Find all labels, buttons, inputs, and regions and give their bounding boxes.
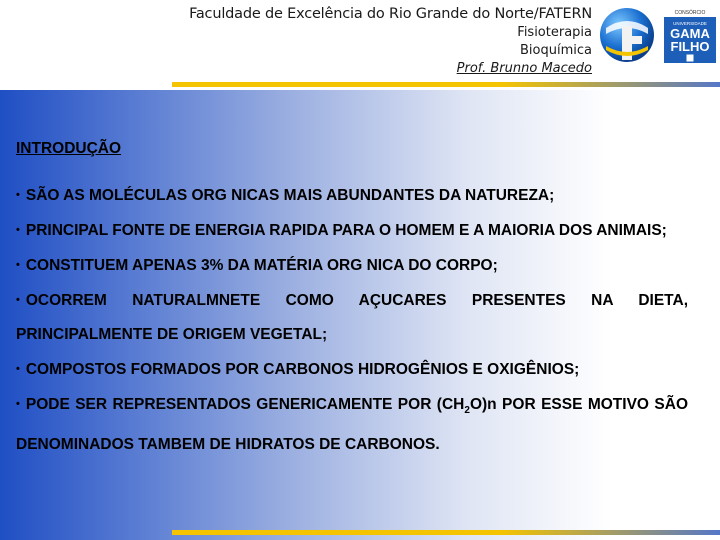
formula-text-before: PODE SER REPRESENTADOS GENERICAMENTE POR (CH [25,396,465,413]
bullet-item [16,283,688,352]
section-title: INTRODUÇÃO [16,140,122,157]
bullet-text: CONSTITUEM APENAS 3% DA MATÉRIA ORG NICA DO CORPO; [25,257,498,274]
gama-filho-logo [662,8,718,64]
bullet-text: OCORREM NATURALMNETE COMO AÇUCARES PRESENTES NA DIETA, PRINCIPALMENTE DE ORIGEM VEGETAL; [16,292,688,343]
institution-name: Faculdade de Excelência do Rio Grande do Norte/FATERN [189,6,592,22]
fatern-logo [598,6,656,64]
discipline-name: Bioquímica [520,43,592,58]
formula-subscript: 2 [464,405,470,417]
bullet-text: SÃO AS MOLÉCULAS ORG NICAS MAIS ABUNDANTES DA NATUREZA; [25,187,555,204]
slide-header [0,0,720,90]
footer-accent-line [172,530,720,535]
bullet-dot: • [16,259,20,271]
logo-line1: UNIVERSIDADE [673,21,707,26]
bullet-text: PRINCIPAL FONTE DE ENERGIA RAPIDA PARA O HOMEM E A MAIORIA DOS ANIMAIS; [25,222,667,239]
logo-line3: FILHO [670,39,710,54]
bullet-dot: • [16,398,20,410]
bullet-item [16,352,688,387]
formula-text-after: O)n POR ESSE MOTIVO SÃO DENOMINADOS TAMBEM DE HIDRATOS DE CARBONOS. [16,396,688,454]
header-accent-line [172,82,720,87]
bullet-item-formula [16,387,688,462]
bullet-dot: • [16,294,20,306]
slide-content [16,140,688,462]
bullet-dot: • [16,189,20,201]
logo-line2: GAMA [670,26,710,41]
logo-top-text: CONSÓRCIO [674,10,706,16]
bullet-text: COMPOSTOS FORMADOS POR CARBONOS HIDROGÊNIOS E OXIGÊNIOS; [25,361,580,378]
bullet-item [16,248,688,283]
bullet-dot: • [16,224,20,236]
header-text-block [189,4,592,78]
bullet-item [16,178,688,213]
bullet-item [16,213,688,248]
professor-name: Prof. Brunno Macedo [456,61,592,76]
course-name: Fisioterapia [517,25,592,40]
bullet-dot: • [16,363,20,375]
